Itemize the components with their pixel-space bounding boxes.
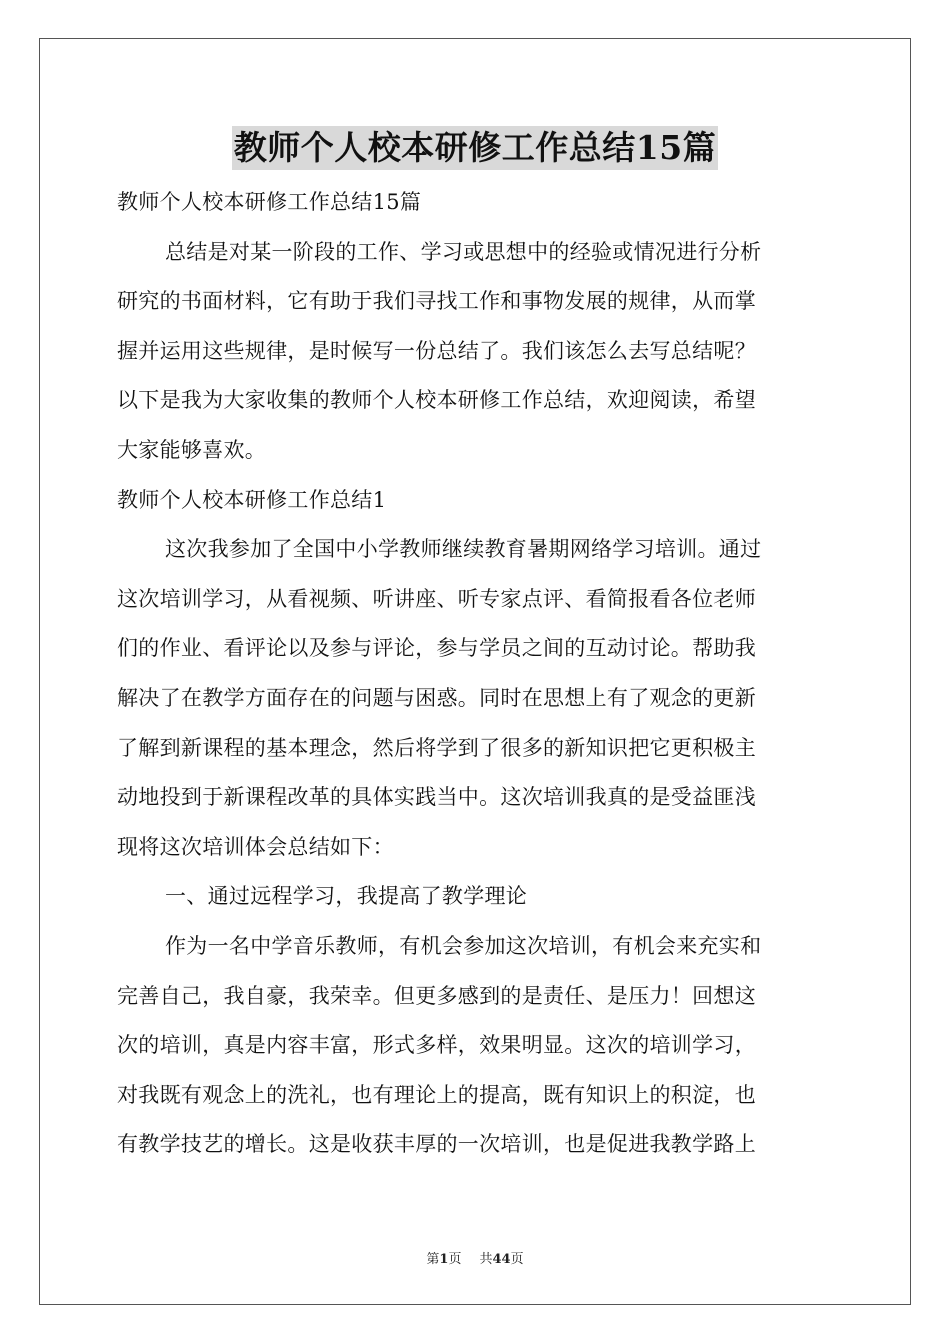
- document-body: [117, 178, 837, 1170]
- total-suffix: 页: [510, 1252, 524, 1267]
- text-line: 这次培训学习，从看视频、听讲座、听专家点评、看简报看各位老师: [117, 586, 756, 611]
- text-line: 大家能够喜欢。: [117, 437, 267, 462]
- total-pages: 44: [492, 1252, 511, 1267]
- document-title: 教师个人校本研修工作总结15篇: [232, 126, 718, 170]
- title-container: [0, 126, 950, 170]
- text-line: 解决了在教学方面存在的问题与困惑。同时在思想上有了观念的更新: [117, 685, 756, 710]
- text-line: 现将这次培训体会总结如下：: [117, 834, 394, 859]
- text-line: 这次我参加了全国中小学教师继续教育暑期网络学习培训。通过: [165, 537, 762, 562]
- text-line: 总结是对某一阶段的工作、学习或思想中的经验或情况进行分析: [165, 239, 762, 264]
- text-line: 一、通过远程学习，我提高了教学理论: [165, 884, 528, 909]
- text-line: 们的作业、看评论以及参与评论，参与学员之间的互动讨论。帮助我: [117, 636, 756, 661]
- total-prefix: 共: [479, 1252, 493, 1267]
- text-line: 次的培训，真是内容丰富，形式多样，效果明显。这次的培训学习，: [117, 1033, 756, 1058]
- text-line: 研究的书面材料，它有助于我们寻找工作和事物发展的规律，从而掌: [117, 289, 756, 314]
- text-line: 对我既有观念上的洗礼，也有理论上的提高，既有知识上的积淀，也: [117, 1082, 756, 1107]
- text-line: 完善自己，我自豪，我荣幸。但更多感到的是责任、是压力！回想这: [117, 983, 756, 1008]
- page-suffix: 页: [448, 1252, 462, 1267]
- page-prefix: 第: [426, 1252, 440, 1267]
- text-line: 教师个人校本研修工作总结15篇: [117, 190, 422, 214]
- page-number: 1: [439, 1252, 449, 1267]
- text-line: 以下是我为大家收集的教师个人校本研修工作总结，欢迎阅读，希望: [117, 388, 756, 413]
- text-line: 有教学技艺的增长。这是收获丰厚的一次培训，也是促进我教学路上: [117, 1132, 756, 1157]
- text-line: 握并运用这些规律，是时候写一份总结了。我们该怎么去写总结呢？: [117, 338, 756, 363]
- text-line: 作为一名中学音乐教师，有机会参加这次培训，有机会来充实和: [165, 933, 762, 958]
- text-line: 教师个人校本研修工作总结1: [117, 487, 387, 512]
- page-footer: [0, 1248, 950, 1267]
- text-line: 了解到新课程的基本理念，然后将学到了很多的新知识把它更积极主: [117, 735, 756, 760]
- text-line: 动地投到于新课程改革的具体实践当中。这次培训我真的是受益匪浅: [117, 785, 756, 810]
